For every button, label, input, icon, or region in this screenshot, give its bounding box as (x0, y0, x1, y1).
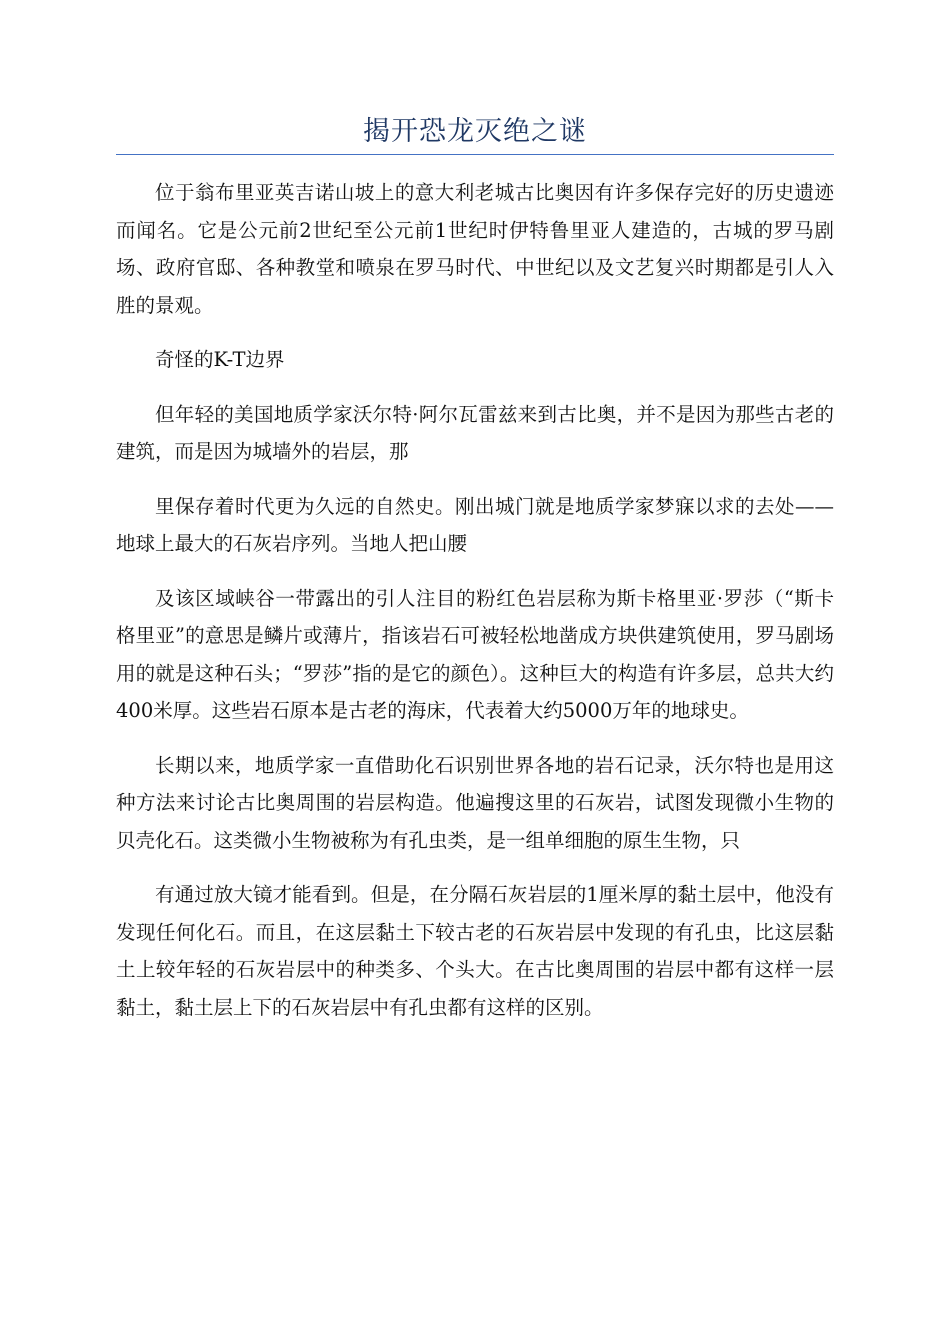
title-underline (116, 154, 834, 155)
paragraph-foraminifera: 长期以来，地质学家一直借助化石识别世界各地的岩石记录，沃尔特也是用这种方法来讨论古比奥周围的岩层构造。他遍搜这里的石灰岩，试图发现微小生物的贝壳化石。这类微小生物被称为有孔虫类，是一组单细胞的原生生物，只 (116, 753, 834, 852)
paragraph-limestone-sequence: 里保存着时代更为久远的自然史。刚出城门就是地质学家梦寐以求的去处——地球上最大的石灰岩序列。当地人把山腰 (116, 494, 834, 555)
paragraph-clay-layer: 有通过放大镜才能看到。但是，在分隔石灰岩层的1厘米厚的黏土层中，他没有发现任何化石。而且，在这层黏土下较古老的石灰岩层中发现的有孔虫，比这层黏土上较年轻的石灰岩层中的种类多、个头大。在古比奥周围的岩层中都有这样一层黏土，黏土层上下的石灰岩层中有孔虫都有这样的区别。 (116, 883, 834, 1019)
paragraph-scaglia-rossa: 及该区域峡谷一带露出的引人注目的粉红色岩层称为斯卡格里亚·罗莎（“斯卡格里亚”的意思是鳞片或薄片，指该岩石可被轻松地凿成方块供建筑使用，罗马剧场用的就是这种石头；“罗莎”指的是它的颜色）。这种巨大的构造有许多层，总共大约400米厚。这些岩石原本是古老的海床，代表着大约5000万年的地球史。 (116, 586, 834, 722)
document-body (116, 174, 834, 1043)
paragraph-intro: 位于翁布里亚英吉诺山坡上的意大利老城古比奥因有许多保存完好的历史遗迹而闻名。它是公元前2世纪至公元前1世纪时伊特鲁里亚人建造的，古城的罗马剧场、政府官邸、各种教堂和喷泉在罗马时代、中世纪以及文艺复兴时期都是引人入胜的景观。 (116, 181, 834, 317)
document-title: 揭开恐龙灭绝之谜 (363, 116, 587, 147)
paragraph-walter-arrives: 但年轻的美国地质学家沃尔特·阿尔瓦雷兹来到古比奥，并不是因为那些古老的建筑，而是因为城墙外的岩层，那 (116, 402, 834, 463)
section-heading-kt-boundary: 奇怪的K-T边界 (155, 348, 285, 371)
